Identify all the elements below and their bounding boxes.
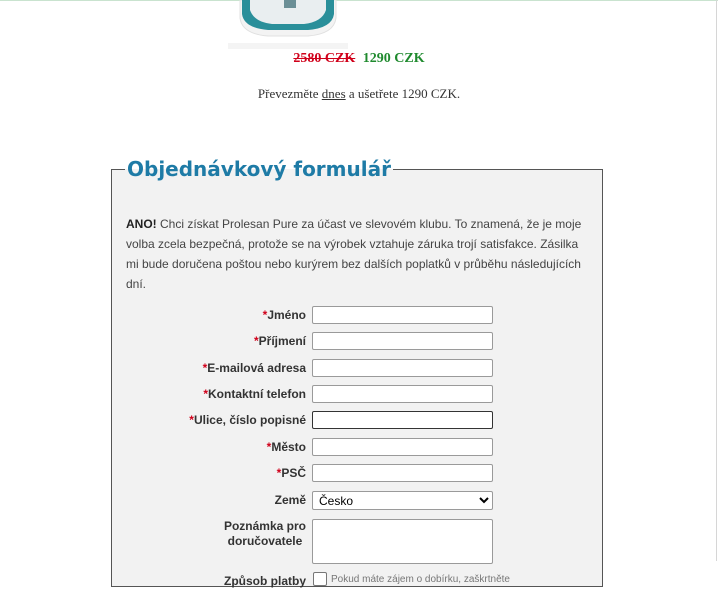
row-street [112, 411, 604, 431]
delivery-note-label-line2: doručovatele [227, 534, 303, 548]
row-last-name [112, 332, 604, 352]
first-name-label [263, 308, 306, 322]
required-marker: * [189, 413, 194, 427]
required-marker: * [276, 466, 282, 480]
email-label [203, 361, 306, 375]
order-form-title: Objednávkový formulář [127, 157, 391, 181]
new-price: 1290 CZK [362, 51, 425, 66]
street-label [189, 413, 306, 427]
payment-label: Způsob platby [224, 574, 306, 588]
last-name-input[interactable] [312, 332, 493, 350]
scrollbar-edge [716, 0, 717, 561]
delivery-note-textarea[interactable] [312, 519, 493, 564]
last-name-label [254, 334, 306, 348]
row-city [112, 438, 604, 458]
first-name-label-text: Jméno [267, 308, 306, 322]
row-first-name [112, 306, 604, 326]
first-name-input[interactable] [312, 306, 493, 324]
price-block [0, 51, 718, 67]
row-zip [112, 464, 604, 484]
email-label-text: E-mailová adresa [207, 361, 306, 375]
phone-label-text: Kontaktní telefon [208, 387, 306, 401]
intro-bold: ANO! [126, 217, 157, 231]
savings-note-before: Převezměte [257, 86, 322, 101]
required-marker: * [266, 440, 272, 454]
row-payment [112, 572, 604, 592]
city-input[interactable] [312, 438, 493, 456]
required-marker: * [203, 387, 208, 401]
country-select[interactable] [312, 491, 493, 510]
row-delivery-note [112, 519, 604, 567]
zip-label [277, 466, 306, 480]
old-price: 2580 CZK [293, 51, 356, 66]
delivery-note-label-line1: Poznámka pro [223, 519, 306, 533]
street-input[interactable] [312, 411, 493, 429]
row-country [112, 491, 604, 511]
intro-text: Chci získat Prolesan Pure za účast ve slevovém klubu. To znamená, že je moje volba zcela bezpečná, protože se na výrobek vztahuje záruka trojí satisfakce. Zásilka mi bude doručena poštou nebo kurýrem bez dalších poplatků v průběhu následujících dní. [126, 217, 582, 291]
order-intro [126, 214, 592, 294]
row-phone [112, 385, 604, 405]
cod-checkbox[interactable] [313, 572, 327, 586]
order-form [111, 157, 603, 587]
savings-note-after: a ušetřete 1290 CZK. [345, 86, 461, 101]
phone-input[interactable] [312, 385, 493, 403]
country-label: Země [274, 493, 306, 507]
city-label [267, 440, 306, 454]
street-label-text: Ulice, číslo popisné [193, 413, 306, 427]
email-input[interactable] [312, 359, 493, 377]
payment-hint: Pokud máte zájem o dobírku, zaškrtněte [331, 574, 510, 585]
phone-label [203, 387, 306, 401]
last-name-label-text: Příjmení [258, 334, 306, 348]
savings-note-link[interactable]: dnes [321, 86, 346, 101]
zip-input[interactable] [312, 464, 493, 482]
savings-note [0, 86, 718, 102]
required-marker: * [253, 334, 259, 348]
zip-label-text: PSČ [281, 466, 306, 480]
required-marker: * [262, 308, 268, 322]
city-label-text: Město [271, 440, 306, 454]
required-marker: * [202, 361, 208, 375]
product-image [228, 0, 348, 50]
delivery-note-label [224, 519, 306, 549]
top-border [0, 0, 718, 1]
row-email [112, 359, 604, 379]
